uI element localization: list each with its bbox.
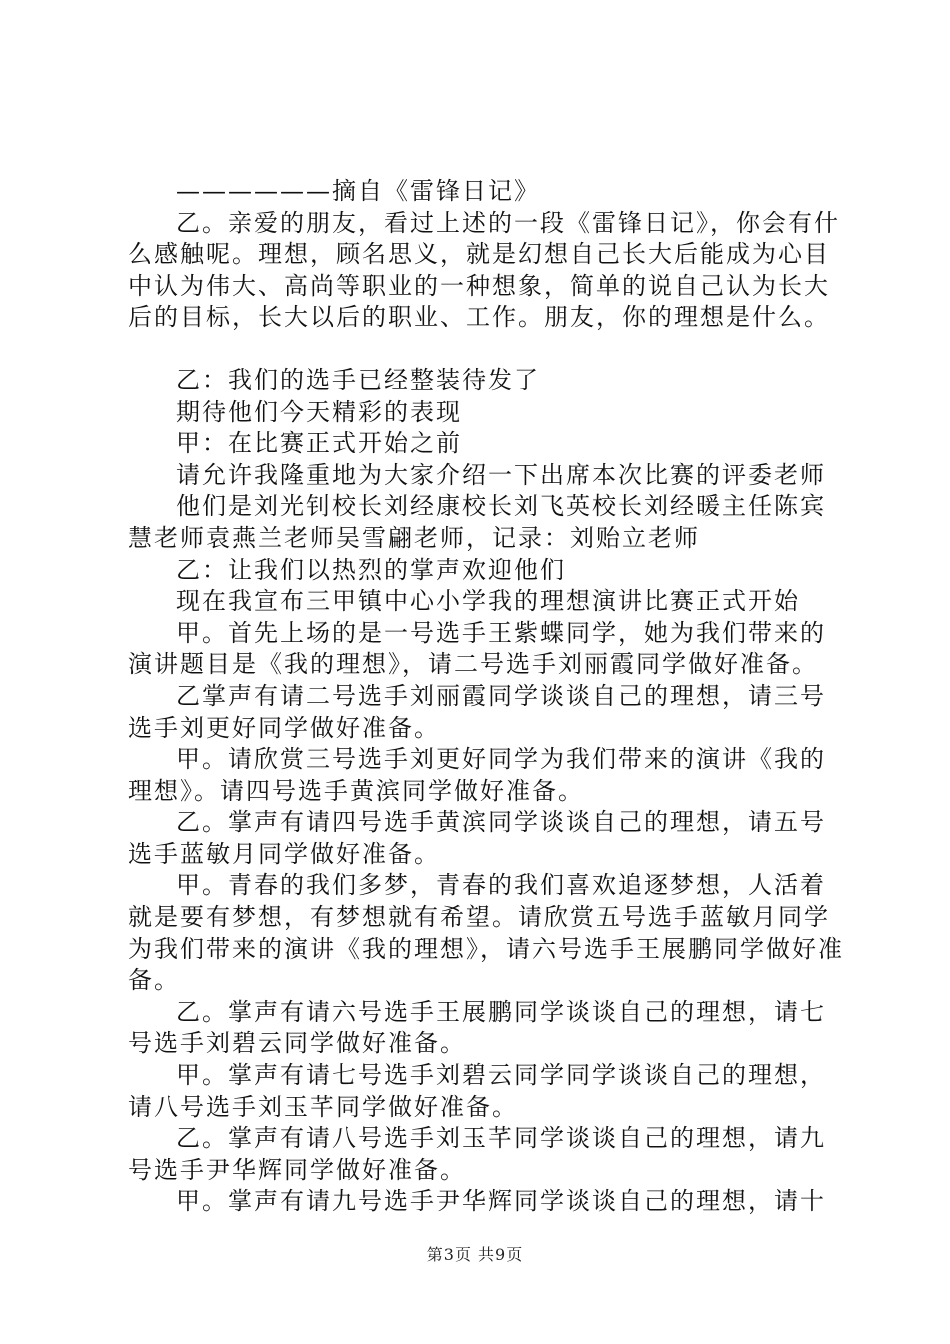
paragraph: 乙：我们的选手已经整装待发了 xyxy=(176,365,540,394)
paragraph: 甲。掌声有请七号选手刘碧云同学同学谈谈自己的理想，请八号选手刘玉芊同学做好准备。 xyxy=(128,1061,826,1121)
paragraph: 现在我宣布三甲镇中心小学我的理想演讲比赛正式开始 xyxy=(176,587,800,616)
paragraph: 乙：让我们以热烈的掌声欢迎他们 xyxy=(176,555,566,584)
paragraph: 甲。首先上场的是一号选手王紫蝶同学，她为我们带来的演讲题目是《我的理想》，请二号选手刘丽霞同学做好准备。 xyxy=(128,618,826,679)
paragraph: 乙。掌声有请六号选手王展鹏同学谈谈自己的理想，请七号选手刘碧云同学做好准备。 xyxy=(128,997,826,1058)
paragraph: 甲。请欣赏三号选手刘更好同学为我们带来的演讲《我的理想》。请四号选手黄滨同学做好准备。 xyxy=(128,745,826,805)
paragraph: 乙。掌声有请四号选手黄滨同学谈谈自己的理想，请五号选手蓝敏月同学做好准备。 xyxy=(128,808,826,868)
paragraph: 乙。掌声有请八号选手刘玉芊同学谈谈自己的理想，请九号选手尹华辉同学做好准备。 xyxy=(128,1124,826,1184)
paragraph: 乙。亲爱的朋友，看过上述的一段《雷锋日记》，你会有什么感触呢。理想，顾名思义，就是幻想自己长大后能成为心目中认为伟大、高尚等职业的一种想象，简单的说自己认为长大后的目标，长大以后的职业、工作。朋友，你的理想是什么。 xyxy=(128,208,840,332)
paragraph: 乙掌声有请二号选手刘丽霞同学谈谈自己的理想，请三号选手刘更好同学做好准备。 xyxy=(128,681,826,742)
paragraph: 请允许我隆重地为大家介绍一下出席本次比赛的评委老师 xyxy=(176,460,826,489)
paragraph-citation: ——————摘自《雷锋日记》 xyxy=(176,177,540,205)
page-footer: 第3页 共9页 xyxy=(426,1245,524,1264)
document-body xyxy=(128,176,848,1218)
paragraph: 甲。青春的我们多梦，青春的我们喜欢追逐梦想，人活着就是要有梦想，有梦想就有希望。请欣赏五号选手蓝敏月同学为我们带来的演讲《我的理想》，请六号选手王展鹏同学做好准备。 xyxy=(128,871,844,995)
paragraph: 甲：在比赛正式开始之前 xyxy=(176,429,462,458)
paragraph: 他们是刘光钊校长刘经康校长刘飞英校长刘经暖主任陈宾慧老师袁燕兰老师吴雪翩老师，记录：刘贻立老师 xyxy=(128,492,826,552)
paragraph: 甲。掌声有请九号选手尹华辉同学谈谈自己的理想，请十 xyxy=(176,1187,826,1216)
blank-line xyxy=(128,334,848,365)
paragraph: 期待他们今天精彩的表现 xyxy=(176,397,462,426)
